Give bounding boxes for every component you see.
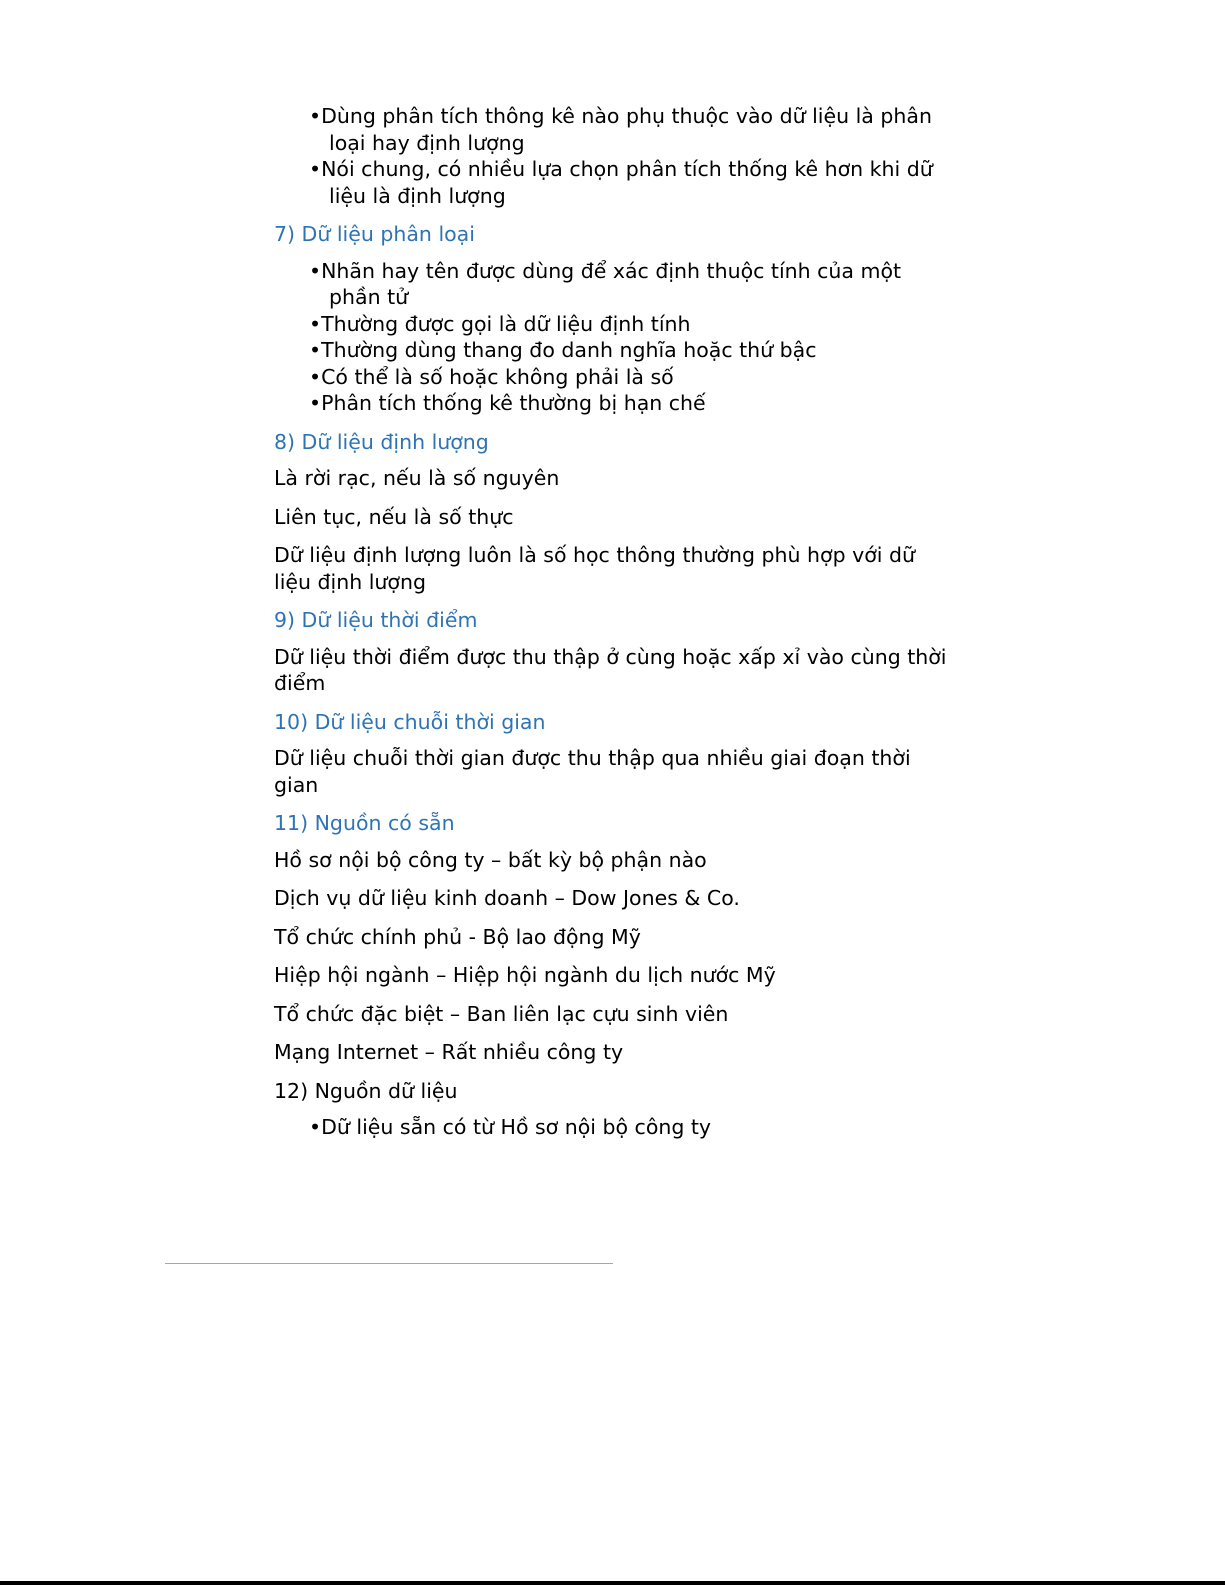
document-body [274, 103, 954, 1141]
section-heading-8: 8) Dữ liệu định lượng [274, 429, 489, 454]
paragraph: Hiệp hội ngành – Hiệp hội ngành du lịch nước Mỹ [274, 963, 776, 987]
section-heading-11: 11) Nguồn có sẵn [274, 811, 455, 835]
list-item: •Dùng phân tích thông kê nào phụ thuộc vào dữ liệu là phân loại hay định lượng [309, 104, 932, 155]
list-item: •Thường dùng thang đo danh nghĩa hoặc thứ bậc [309, 338, 817, 362]
section-7-bullet-list [274, 258, 954, 417]
page-bottom-edge [0, 1581, 1225, 1585]
list-item: •Dữ liệu sẵn có từ Hồ sơ nội bộ công ty [309, 1115, 712, 1139]
section-heading-7: 7) Dữ liệu phân loại [274, 222, 475, 246]
section-heading-12: 12) Nguồn dữ liệu [274, 1078, 458, 1103]
section-heading-10: 10) Dữ liệu chuỗi thời gian [274, 709, 546, 734]
paragraph: Hồ sơ nội bộ công ty – bất kỳ bộ phận nào [274, 847, 707, 872]
list-item: •Nhãn hay tên được dùng để xác định thuộc tính của một phần tử [309, 258, 902, 309]
intro-bullet-list [274, 103, 954, 209]
section-12-bullet-list [274, 1114, 954, 1141]
footnote-separator [165, 1263, 613, 1264]
paragraph: Dữ liệu thời điểm được thu thập ở cùng hoặc xấp xỉ vào cùng thời điểm [274, 644, 947, 695]
list-item: •Thường được gọi là dữ liệu định tính [309, 311, 691, 336]
paragraph: Là rời rạc, nếu là số nguyên [274, 466, 560, 490]
paragraph: Tổ chức chính phủ - Bộ lao động Mỹ [274, 924, 641, 949]
section-heading-9: 9) Dữ liệu thời điểm [274, 608, 478, 632]
paragraph: Tổ chức đặc biệt – Ban liên lạc cựu sinh viên [274, 1001, 729, 1026]
paragraph: Liên tục, nếu là số thực [274, 504, 514, 529]
paragraph: Dữ liệu định lượng luôn là số học thông thường phù hợp với dữ liệu định lượng [274, 543, 915, 594]
list-item: •Có thể là số hoặc không phải là số [309, 364, 674, 389]
paragraph: Mạng Internet – Rất nhiều công ty [274, 1040, 624, 1064]
paragraph: Dữ liệu chuỗi thời gian được thu thập qua nhiều giai đoạn thời gian [274, 746, 911, 797]
list-item: •Nói chung, có nhiều lựa chọn phân tích thống kê hơn khi dữ liệu là định lượng [309, 157, 933, 208]
list-item: •Phân tích thống kê thường bị hạn chế [309, 391, 706, 415]
paragraph: Dịch vụ dữ liệu kinh doanh – Dow Jones & Co. [274, 886, 740, 910]
